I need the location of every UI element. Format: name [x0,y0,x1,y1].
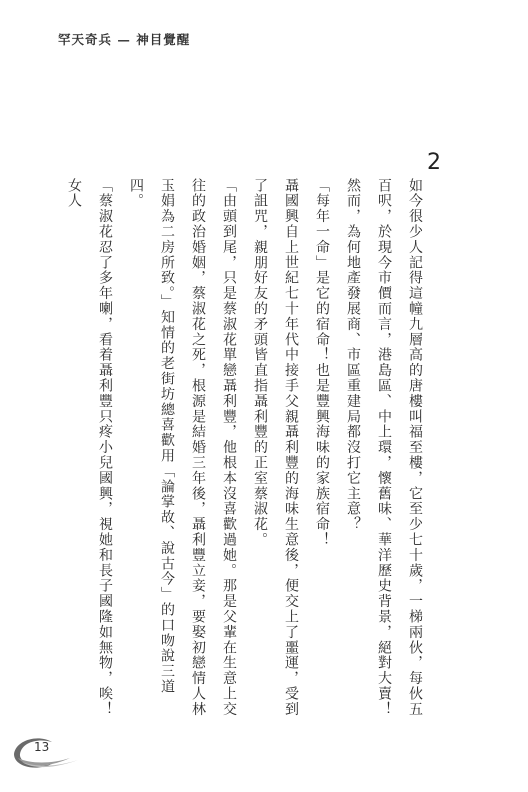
paragraph: 「每年一命」是它的宿命！也是豐興海味的家族宿命！ [314,178,330,548]
paragraph: 「蔡淑花忍了多年喇，看着聶利豐只疼小兒國興，視她和長子國隆如無物，唉！女人 [66,178,113,717]
chapter-number: 2 [427,150,441,175]
paragraph: 如今很少人記得這幢九層高的唐樓叫福至樓，它至少七十歲，一梯兩伙，每伙五百呎，於現今市價而言，港島區、中上環，懷舊味、華洋歷史背景，絕對大賣！然而，為何地產發展商、市區重建局都沒打它主意？ [345,178,423,717]
paragraph: 聶國興自上世紀七十年代中接手父親聶利豐的海味生意後，便交上了噩運，受到了詛咒，親朋好友的矛頭皆直指聶利豐的正室蔡淑花。 [252,178,299,717]
paragraph: 「由頭到尾，只是蔡淑花單戀聶利豐，他根本沒喜歡過她。那是父輩在生意上交往的政治婚姻，蔡淑花之死，根源是結婚三年後，聶利豐立妾，要娶初戀情人林玉娟為二房所致。」知情的老街坊總喜歡用「論掌故、說古今」的口吻說三道四。 [128,178,237,717]
running-header-title: 罕天奇兵 — 神目覺醒 [58,32,191,47]
page-number: 13 [34,740,50,754]
body-text [66,178,430,718]
